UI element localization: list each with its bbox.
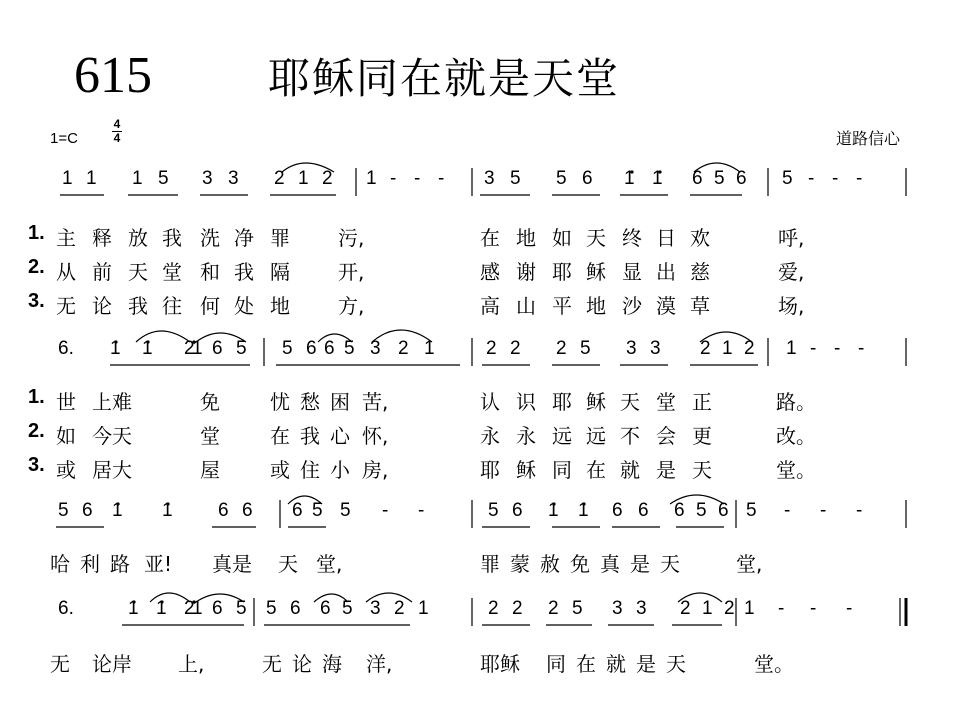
lyric-syllable: 洋, [366,652,393,676]
note: 5 [714,168,725,189]
lyric-syllable: 放 [128,226,148,250]
note: 5 [236,338,247,359]
note: 6 [612,500,623,521]
verse-number: 3. [28,454,45,476]
lyric-syllable: 亚! [144,552,173,576]
note: 1 [110,338,121,359]
lyric-syllable: 永 [516,424,536,448]
lyric-syllable: 污, [338,226,365,250]
lyric-syllable: 隔 [270,260,290,284]
note: 5 [488,500,499,521]
note: 2 [274,168,285,189]
lyric-syllable: 就 [620,458,640,482]
lyric-syllable: 世 [56,390,76,414]
hymn-number: 615 [74,47,152,104]
note: 1 [366,168,377,189]
note: 1 [424,338,435,359]
note: 5 [58,500,69,521]
note: 5 [312,500,323,521]
note: 1 [298,168,309,189]
note: 1 [652,168,663,189]
note: 6 [582,168,593,189]
lyric-syllable: 在 [586,458,606,482]
note: 6 [692,168,703,189]
note: 3 [202,168,213,189]
lyric-syllable: 耶 [480,458,500,482]
lyric-syllable: 释 [92,226,112,250]
note: 6 [242,500,253,521]
note: 2 [486,338,497,359]
note: - [390,168,397,189]
lyric-syllable: 我 [234,260,254,284]
time-signature-bottom: 4 [113,131,121,145]
lyric-syllable: 苦, [362,390,389,414]
lyric-syllable: 无 [56,294,76,318]
note: 1 [192,598,203,619]
note: 2 [510,338,521,359]
lyric-syllable: 真是 [212,552,252,576]
lyric-syllable: 罪蒙赦免真是天 [480,552,690,576]
lyric-syllable: 地 [586,294,606,318]
note: 6 [324,338,335,359]
note: 6 [218,500,229,521]
note: - [808,168,815,189]
lyric-syllable: 天 [278,552,298,576]
lyric-syllable: 地 [516,226,536,250]
lyric-syllable: 正 [692,390,712,414]
hymn-title: 耶稣同在就是天堂 [268,54,621,103]
lyric-syllable: 远 [552,424,572,448]
lyric-syllable: 如 [56,424,76,448]
note: 5 [782,168,793,189]
lyric-syllable: 慈 [690,260,710,284]
lyric-syllable: 呼, [778,226,805,250]
lyric-syllable: 主 [56,226,76,250]
lyric-syllable: 远 [586,424,606,448]
note: 2 [394,598,405,619]
note: 2 [398,338,409,359]
lyric-syllable: 堂, [316,552,343,576]
note: 2 [488,598,499,619]
note: 6 [320,598,331,619]
note: 1 [132,168,143,189]
note: 1 [722,338,733,359]
note: 6 [718,500,729,521]
lyric-syllable: 爱, [778,260,805,284]
note: 1 [548,500,559,521]
note: - [810,598,817,619]
lyric-syllable: 罪 [270,226,290,250]
lyric-syllable: 天 [128,260,148,284]
note: 6 [292,500,303,521]
lyric-syllable: 是 [656,458,676,482]
lyric-syllable: 不 [620,424,640,448]
note: 3 [650,338,661,359]
note: 6 [306,338,317,359]
lyric-syllable: 堂 [656,390,676,414]
lyric-syllable: 改。 [776,424,816,448]
note: 3 [636,598,647,619]
note: 6 [212,338,223,359]
lyric-syllable: 终 [622,226,642,250]
lyric-syllable: 耶稣 [480,652,520,676]
note: 5 [696,500,707,521]
note: 2 [724,598,735,619]
lyric-syllable: 怀, [362,424,389,448]
lyric-syllable: 开, [338,260,365,284]
note: 6 [638,500,649,521]
note: 5 [342,598,353,619]
lyric-syllable: 天 [692,458,712,482]
note: 1 [418,598,429,619]
note: 3 [626,338,637,359]
verse-number: 1. [28,222,45,244]
lyric-syllable: 日 [656,226,676,250]
note: 1 [192,338,203,359]
lyric-syllable: 处 [234,294,254,318]
lyric-syllable: 无论海 [262,652,352,676]
lyric-syllable: 上难 [92,390,132,414]
lyric-syllable: 耶 [552,390,572,414]
note: 6 [674,500,685,521]
note: 1 [702,598,713,619]
lyric-syllable: 今天 [92,424,132,448]
lyric-syllable: 前 [92,260,112,284]
lyric-syllable: 草 [690,294,710,318]
note: 3 [370,598,381,619]
note: 1 [578,500,589,521]
note: 1 [142,338,153,359]
tune-source: 道路信心 [835,129,900,148]
note: - [856,500,863,521]
note: - [438,168,445,189]
note: 1 [86,168,97,189]
lyric-syllable: 论 [92,294,112,318]
note: 1 [744,598,755,619]
note: 3 [370,338,381,359]
lyric-syllable: 更 [692,424,712,448]
lyric-syllable: 天 [620,390,640,414]
lyric-syllable: 同 [552,458,572,482]
lyric-syllable: 和 [200,260,220,284]
note: 6 [736,168,747,189]
note: 2 [744,338,755,359]
lyric-syllable: 从 [56,260,76,284]
note: 2 [512,598,523,619]
note: - [382,500,389,521]
verse-number: 1. [28,386,45,408]
note: 1 [128,598,139,619]
lyric-syllable: 漠 [656,294,676,318]
note: 3 [612,598,623,619]
lyric-syllable: 稣 [586,260,606,284]
lyric-syllable: 堂。 [776,458,816,482]
lyric-syllable: 谢 [516,260,536,284]
time-signature-top: 4 [113,117,121,131]
lyric-syllable: 无 [50,652,70,676]
lyric-syllable: 感 [480,260,500,284]
note: 5 [344,338,355,359]
note: 5 [158,168,169,189]
lyric-syllable: 堂, [736,552,763,576]
lyric-syllable: 在 [480,226,500,250]
note: 5 [572,598,583,619]
lyric-syllable: 认 [480,390,500,414]
note: - [810,338,817,359]
note: - [784,500,791,521]
note: - [820,500,827,521]
note: 5 [510,168,521,189]
note: 3 [484,168,495,189]
note: 1 [112,500,123,521]
lyric-syllable: 同在就是天 [546,652,696,676]
note: - [778,598,785,619]
lyric-syllable: 屋 [200,458,220,482]
note: 6 [212,598,223,619]
note: 5 [282,338,293,359]
lyric-syllable: 稣 [586,390,606,414]
lyric-syllable: 耶 [552,260,572,284]
lyric-syllable: 净 [234,226,254,250]
note: - [846,598,853,619]
key-signature: 1=C [50,130,78,147]
note: 1 [156,598,167,619]
lyric-syllable: 堂 [200,424,220,448]
note: 6 [290,598,301,619]
verse-number: 2. [28,420,45,442]
lyric-syllable: 堂 [162,260,182,284]
lyric-syllable: 我 [128,294,148,318]
note: 5 [340,500,351,521]
note: - [418,500,425,521]
note: 2 [556,338,567,359]
note: 6 [512,500,523,521]
note: 3 [228,168,239,189]
note: 1 [62,168,73,189]
lyric-syllable: 在我心 [270,424,360,448]
lyric-syllable: 沙 [622,294,642,318]
note: 1 [624,168,635,189]
lyric-syllable: 平 [552,294,572,318]
note: 5 [266,598,277,619]
lyric-syllable: 免 [200,390,220,414]
note: 2 [680,598,691,619]
note: 2 [184,338,195,359]
lyric-syllable: 往 [162,294,182,318]
verse-number: 3. [28,290,45,312]
note: - [832,168,839,189]
lyric-syllable: 居大 [92,458,132,482]
note: 1 [162,500,173,521]
lyric-syllable: 路。 [776,390,816,414]
note: 2 [322,168,333,189]
lyric-syllable: 会 [656,424,676,448]
note: 1 [786,338,797,359]
lyric-syllable: 欢 [690,226,710,250]
verse-number: 2. [28,256,45,278]
lyric-syllable: 显 [622,260,642,284]
note: 2 [700,338,711,359]
lyric-syllable: 稣 [516,458,536,482]
note: 6. [58,338,74,359]
lyric-syllable: 房, [362,458,389,482]
note: 6. [58,598,74,619]
lyric-syllable: 哈利路 [50,552,140,576]
note: - [858,338,865,359]
note: - [834,338,841,359]
lyric-syllable: 或 [56,458,76,482]
note: - [414,168,421,189]
note: 5 [236,598,247,619]
lyric-syllable: 论岸 [92,652,132,676]
lyric-syllable: 出 [656,260,676,284]
lyric-syllable: 方, [338,294,365,318]
lyric-syllable: 忧愁困 [270,390,360,414]
note: 2 [548,598,559,619]
lyric-syllable: 或住小 [270,458,360,482]
lyric-syllable: 永 [480,424,500,448]
lyric-syllable: 如 [552,226,572,250]
lyric-syllable: 天 [586,226,606,250]
lyric-syllable: 上, [178,652,205,676]
lyric-syllable: 场, [778,294,805,318]
note: - [856,168,863,189]
lyric-syllable: 洗 [200,226,220,250]
lyric-syllable: 何 [200,294,220,318]
note: 2 [184,598,195,619]
lyric-syllable: 地 [270,294,290,318]
lyric-syllable: 山 [516,294,536,318]
note: 5 [746,500,757,521]
note: 6 [82,500,93,521]
lyric-syllable: 我 [162,226,182,250]
lyric-syllable: 堂。 [754,652,794,676]
note: 5 [556,168,567,189]
lyric-syllable: 识 [516,390,536,414]
note: 5 [580,338,591,359]
lyric-syllable: 高 [480,294,500,318]
